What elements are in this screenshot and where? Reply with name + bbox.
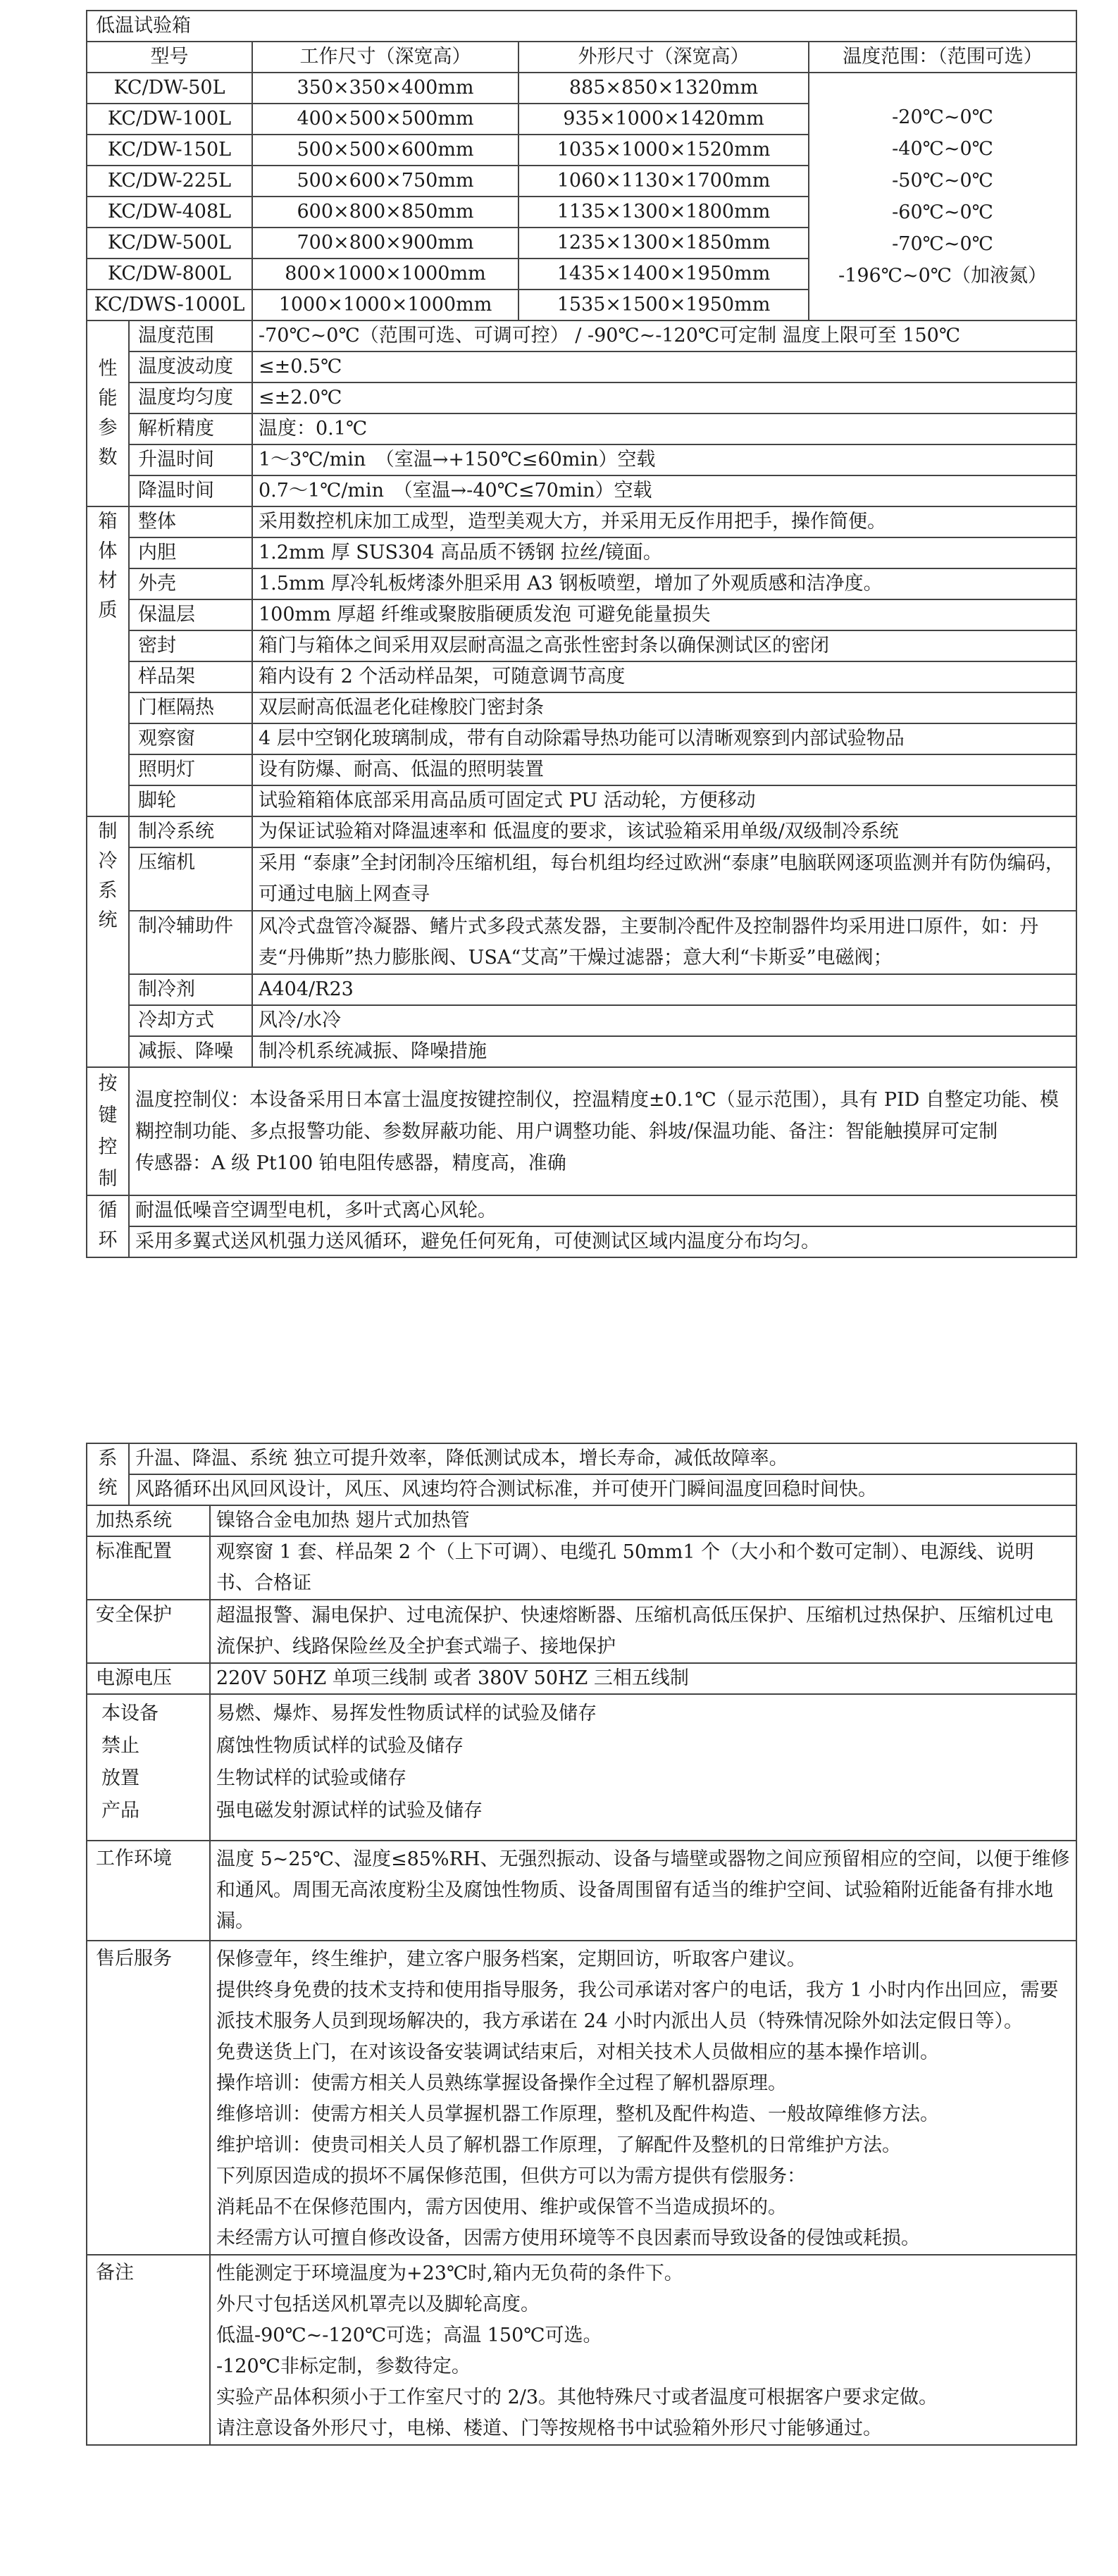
material-value: 4 层中空钢化玻璃制成，带有自动除霜导热功能可以清晰观察到内部试验物品 bbox=[252, 723, 1076, 754]
standard-label: 标准配置 bbox=[87, 1536, 210, 1600]
material-label: 保温层 bbox=[129, 599, 252, 630]
material-label: 门框隔热 bbox=[129, 692, 252, 723]
material-label: 照明灯 bbox=[129, 754, 252, 785]
perf-value: 0.7～1℃/min （室温→-40℃≤70min）空载 bbox=[252, 475, 1076, 506]
material-value: 箱门与箱体之间采用双层耐高温之高张性密封条以确保测试区的密闭 bbox=[252, 630, 1076, 661]
refrigeration-value: 制冷机系统减振、降噪措施 bbox=[252, 1036, 1076, 1067]
refrigeration-value: 风冷/水冷 bbox=[252, 1005, 1076, 1036]
outer-size: 1435×1400×1950mm bbox=[518, 259, 809, 290]
perf-value: -70℃~0℃（范围可选、可调可控） / -90℃~-120℃可定制 温度上限可至 150℃ bbox=[252, 321, 1076, 351]
header-temp-range: 温度范围：（范围可选） bbox=[809, 42, 1076, 73]
header-outer-size: 外形尺寸（深宽高） bbox=[518, 42, 809, 73]
perf-label: 温度波动度 bbox=[129, 351, 252, 382]
model-name: KC/DW-100L bbox=[87, 104, 252, 135]
group-refrigeration: 制 冷 系 统 bbox=[87, 816, 129, 1067]
power-label: 电源电压 bbox=[87, 1663, 210, 1694]
model-name: KC/DW-225L bbox=[87, 166, 252, 197]
outer-size: 1535×1500×1950mm bbox=[518, 290, 809, 321]
refrigeration-value: A404/R23 bbox=[252, 974, 1076, 1005]
work-size: 700×800×900mm bbox=[252, 228, 518, 259]
material-row bbox=[87, 506, 1076, 537]
material-row bbox=[87, 754, 1076, 785]
temp-range-item: -60℃~0℃ bbox=[892, 201, 993, 223]
standard-value: 观察窗 1 套、样品架 2 个（上下可调）、电缆孔 50mm1 个（大小和个数可定制）、电源线、说明书、合格证 bbox=[210, 1536, 1076, 1600]
group-performance: 性 能 参 数 bbox=[87, 321, 129, 506]
control-row bbox=[87, 1067, 1076, 1195]
heating-value: 镍铬合金电加热 翅片式加热管 bbox=[210, 1505, 1076, 1536]
material-value: 采用数控机床加工成型，造型美观大方，并采用无反作用把手，操作简便。 bbox=[252, 506, 1076, 537]
model-name: KC/DW-800L bbox=[87, 259, 252, 290]
material-row bbox=[87, 568, 1076, 599]
system-row bbox=[87, 1474, 1076, 1505]
circulation-value: 采用多翼式送风机强力送风循环，避免任何死角，可使测试区域内温度分布均匀。 bbox=[129, 1226, 1076, 1257]
work-size: 600×800×850mm bbox=[252, 197, 518, 228]
spec-table-secondary bbox=[86, 1443, 1077, 2446]
perf-row bbox=[87, 444, 1076, 475]
material-row bbox=[87, 785, 1076, 816]
refrigeration-label: 制冷剂 bbox=[129, 974, 252, 1005]
material-label: 外壳 bbox=[129, 568, 252, 599]
refrigeration-label: 压缩机 bbox=[129, 847, 252, 911]
group-material: 箱 体 材 质 bbox=[87, 506, 129, 816]
model-row bbox=[87, 73, 1076, 104]
refrigeration-label: 制冷辅助件 bbox=[129, 911, 252, 974]
material-label: 整体 bbox=[129, 506, 252, 537]
circulation-row bbox=[87, 1195, 1076, 1226]
environment-label: 工作环境 bbox=[87, 1841, 210, 1941]
system-row bbox=[87, 1443, 1076, 1474]
perf-row bbox=[87, 382, 1076, 413]
circulation-value: 耐温低噪音空调型电机，多叶式离心风轮。 bbox=[129, 1195, 1076, 1226]
material-value: 箱内设有 2 个活动样品架，可随意调节高度 bbox=[252, 661, 1076, 692]
heating-row bbox=[87, 1505, 1076, 1536]
service-value: 保修壹年，终生维护，建立客户服务档案，定期回访，听取客户建议。 提供终身免费的技术支持和使用指导服务，我公司承诺对客户的电话，我方 1 小时内作出回应，需要派技术服务人员到现场解决的，我方承诺在 24 小时内派出人员（特殊情况除外如法定假日等）。 免费送货上门，在对该设备安装调试结束后，对相关技术人员做相应的基本操作培训。 操作培训：使需方相关人员熟练掌握设备操作全过程了解机器原理。 维修培训：使需方相关人员掌握机器工作原理，整机及配件构造、一般故障维修方法。 维护培训：使贵司相关人员了解机器工作原理，了解配件及整机的日常维护方法。 下列原因造成的损坏不属保修范围，但供方可以为需方提供有偿服务： 消耗品不在保修范围内，需方因使用、维护或保管不当造成损坏的。 未经需方认可擅自修改设备，因需方使用环境等不良因素而导致设备的侵蚀或耗损。 bbox=[210, 1941, 1076, 2255]
material-value: 1.2mm 厚 SUS304 高品质不锈钢 拉丝/镜面。 bbox=[252, 537, 1076, 568]
table-title: 低温试验箱 bbox=[87, 11, 1076, 42]
work-size: 400×500×500mm bbox=[252, 104, 518, 135]
material-label: 观察窗 bbox=[129, 723, 252, 754]
perf-label: 温度范围 bbox=[129, 321, 252, 351]
temp-range-item: -20℃~0℃ bbox=[892, 106, 993, 128]
prohibited-label: 本设备 禁止 放置 产品 bbox=[87, 1694, 210, 1841]
work-size: 800×1000×1000mm bbox=[252, 259, 518, 290]
service-row bbox=[87, 1941, 1076, 2255]
perf-row bbox=[87, 351, 1076, 382]
perf-row bbox=[87, 413, 1076, 444]
power-value: 220V 50HZ 单项三线制 或者 380V 50HZ 三相五线制 bbox=[210, 1663, 1076, 1694]
material-label: 密封 bbox=[129, 630, 252, 661]
outer-size: 1135×1300×1800mm bbox=[518, 197, 809, 228]
system-value: 风路循环出风回风设计，风压、风速均符合测试标准，并可使开门瞬间温度回稳时间快。 bbox=[129, 1474, 1076, 1505]
temp-range-item: -196℃~0℃（加液氮） bbox=[838, 265, 1047, 287]
group-circulation: 循 环 bbox=[87, 1195, 129, 1257]
safety-row bbox=[87, 1600, 1076, 1663]
material-label: 样品架 bbox=[129, 661, 252, 692]
material-label: 内胆 bbox=[129, 537, 252, 568]
material-row bbox=[87, 661, 1076, 692]
refrigeration-row bbox=[87, 816, 1076, 847]
safety-label: 安全保护 bbox=[87, 1600, 210, 1663]
notes-label: 备注 bbox=[87, 2255, 210, 2445]
perf-label: 降温时间 bbox=[129, 475, 252, 506]
perf-value: ≤±0.5℃ bbox=[252, 351, 1076, 382]
material-row bbox=[87, 599, 1076, 630]
outer-size: 1035×1000×1520mm bbox=[518, 135, 809, 166]
refrigeration-row bbox=[87, 911, 1076, 974]
outer-size: 885×850×1320mm bbox=[518, 73, 809, 104]
notes-row bbox=[87, 2255, 1076, 2445]
material-row bbox=[87, 537, 1076, 568]
control-text: 温度控制仪：本设备采用日本富士温度按键控制仪，控温精度±0.1℃（显示范围），具有 PID 自整定功能、模糊控制功能、多点报警功能、参数屏蔽功能、用户调整功能、斜坡/保温功能、备注：智能触摸屏可定制 传感器：A 级 Pt100 铂电阻传感器，精度高，准确 bbox=[129, 1067, 1076, 1195]
perf-label: 温度均匀度 bbox=[129, 382, 252, 413]
standard-row bbox=[87, 1536, 1076, 1600]
perf-value: 温度：0.1℃ bbox=[252, 413, 1076, 444]
safety-value: 超温报警、漏电保护、过电流保护、快速熔断器、压缩机高低压保护、压缩机过热保护、压缩机过电流保护、线路保险丝及全护套式端子、接地保护 bbox=[210, 1600, 1076, 1663]
material-value: 试验箱箱体底部采用高品质可固定式 PU 活动轮，方便移动 bbox=[252, 785, 1076, 816]
group-system: 系 统 bbox=[87, 1443, 129, 1505]
outer-size: 1235×1300×1850mm bbox=[518, 228, 809, 259]
circulation-row bbox=[87, 1226, 1076, 1257]
perf-value: ≤±2.0℃ bbox=[252, 382, 1076, 413]
work-size: 350×350×400mm bbox=[252, 73, 518, 104]
temp-range-item: -50℃~0℃ bbox=[892, 170, 993, 192]
model-name: KC/DWS-1000L bbox=[87, 290, 252, 321]
perf-value: 1～3℃/min （室温→+150℃≤60min）空载 bbox=[252, 444, 1076, 475]
material-row bbox=[87, 692, 1076, 723]
header-work-size: 工作尺寸（深宽高） bbox=[252, 42, 518, 73]
work-size: 500×500×600mm bbox=[252, 135, 518, 166]
model-name: KC/DW-408L bbox=[87, 197, 252, 228]
refrigeration-value: 采用 “泰康”全封闭制冷压缩机组，每台机组均经过欧洲“泰康”电脑联网逐项监测并有防伪编码，可通过电脑上网查寻 bbox=[252, 847, 1076, 911]
refrigeration-row bbox=[87, 1005, 1076, 1036]
material-row bbox=[87, 630, 1076, 661]
material-value: 1.5mm 厚冷轧板烤漆外胆采用 A3 钢板喷塑，增加了外观质感和洁净度。 bbox=[252, 568, 1076, 599]
model-name: KC/DW-500L bbox=[87, 228, 252, 259]
notes-value: 性能测定于环境温度为+23℃时,箱内无负荷的条件下。 外尺寸包括送风机罩壳以及脚轮高度。 低温-90℃~-120℃可选；高温 150℃可选。 -120℃非标定制，参数待定。 实验产品体积须小于工作室尺寸的 2/3。其他特殊尺寸或者温度可根据客户要求定做。 请注意设备外形尺寸，电梯、楼道、门等按规格书中试验箱外形尺寸能够通过。 bbox=[210, 2255, 1076, 2445]
refrigeration-value: 风冷式盘管冷凝器、鳍片式多段式蒸发器，主要制冷配件及控制器件均采用进口原件，如：丹麦“丹佛斯”热力膨胀阀、USA“艾高”干燥过滤器；意大利“卡斯妥”电磁阀； bbox=[252, 911, 1076, 974]
refrigeration-value: 为保证试验箱对降温速率和 低温度的要求，该试验箱采用单级/双级制冷系统 bbox=[252, 816, 1076, 847]
power-row bbox=[87, 1663, 1076, 1694]
spec-table-main bbox=[86, 10, 1077, 1258]
material-value: 双层耐高低温老化硅橡胶门密封条 bbox=[252, 692, 1076, 723]
temp-range-list bbox=[809, 73, 1076, 321]
environment-value: 温度 5~25℃、湿度≤85%RH、无强烈振动、设备与墙壁或器物之间应预留相应的空间，以便于维修和通风。周围无高浓度粉尘及腐蚀性物质、设备周围留有适当的维护空间、试验箱附近能备有排水地漏。 bbox=[210, 1841, 1076, 1941]
refrigeration-row bbox=[87, 847, 1076, 911]
environment-row bbox=[87, 1841, 1076, 1941]
refrigeration-row bbox=[87, 1036, 1076, 1067]
perf-label: 解析精度 bbox=[129, 413, 252, 444]
material-label: 脚轮 bbox=[129, 785, 252, 816]
work-size: 500×600×750mm bbox=[252, 166, 518, 197]
temp-range-item: -70℃~0℃ bbox=[892, 233, 993, 255]
refrigeration-label: 减振、降噪 bbox=[129, 1036, 252, 1067]
work-size: 1000×1000×1000mm bbox=[252, 290, 518, 321]
refrigeration-row bbox=[87, 974, 1076, 1005]
temp-range-item: -40℃~0℃ bbox=[892, 138, 993, 160]
service-label: 售后服务 bbox=[87, 1941, 210, 2255]
group-control: 按 键 控 制 bbox=[87, 1067, 129, 1195]
outer-size: 935×1000×1420mm bbox=[518, 104, 809, 135]
material-row bbox=[87, 723, 1076, 754]
material-value: 设有防爆、耐高、低温的照明装置 bbox=[252, 754, 1076, 785]
perf-row bbox=[87, 475, 1076, 506]
outer-size: 1060×1130×1700mm bbox=[518, 166, 809, 197]
perf-label: 升温时间 bbox=[129, 444, 252, 475]
system-value: 升温、降温、系统 独立可提升效率，降低测试成本，增长寿命，减低故障率。 bbox=[129, 1443, 1076, 1474]
prohibited-value: 易燃、爆炸、易挥发性物质试样的试验及储存 腐蚀性物质试样的试验及储存 生物试样的试验或储存 强电磁发射源试样的试验及储存 bbox=[210, 1694, 1076, 1841]
perf-row bbox=[87, 321, 1076, 351]
material-value: 100mm 厚超 纤维或聚胺脂硬质发泡 可避免能量损失 bbox=[252, 599, 1076, 630]
refrigeration-label: 冷却方式 bbox=[129, 1005, 252, 1036]
model-name: KC/DW-150L bbox=[87, 135, 252, 166]
model-name: KC/DW-50L bbox=[87, 73, 252, 104]
header-row bbox=[87, 42, 1076, 73]
header-model: 型号 bbox=[87, 42, 252, 73]
refrigeration-label: 制冷系统 bbox=[129, 816, 252, 847]
heating-label: 加热系统 bbox=[87, 1505, 210, 1536]
prohibited-row bbox=[87, 1694, 1076, 1841]
